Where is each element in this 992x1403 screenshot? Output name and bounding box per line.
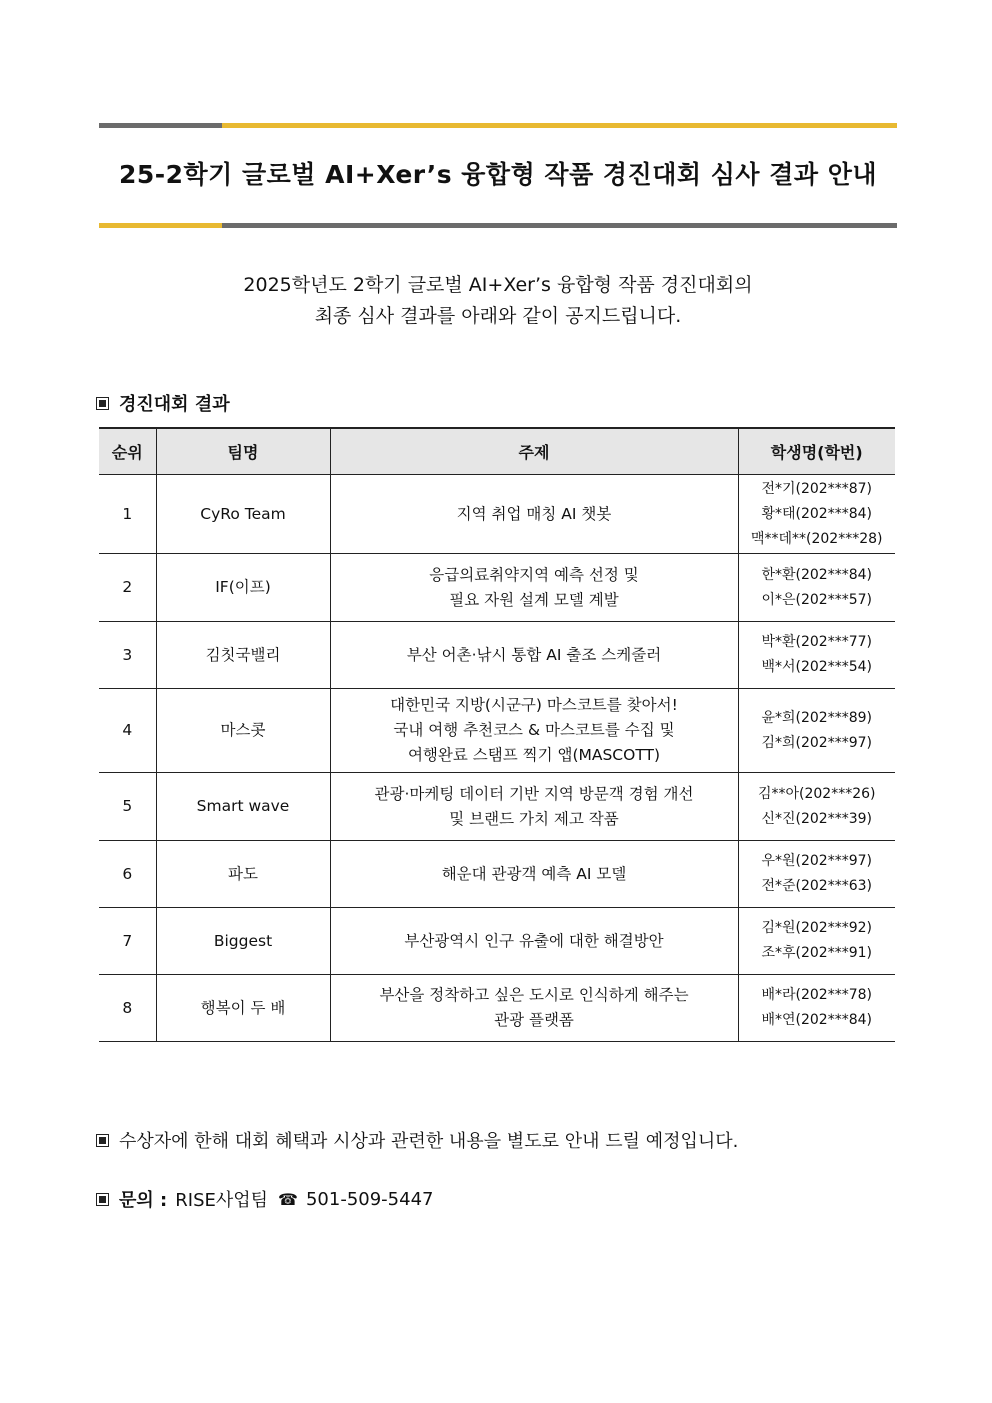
topic-line: 부산 어촌·낚시 통합 AI 출조 스케줄러 <box>406 645 662 664</box>
rank-value: 5 <box>122 797 133 815</box>
students-cell <box>738 475 895 554</box>
intro-line: 최종 심사 결과를 아래와 같이 공지드립니다. <box>314 305 682 327</box>
table-row <box>99 773 895 841</box>
students-cell <box>738 908 895 975</box>
student-entry: 배*라(202***78) <box>761 987 872 1003</box>
students-cell <box>738 622 895 689</box>
team-cell <box>156 908 330 975</box>
team-cell <box>156 689 330 773</box>
student-entry: 전*기(202***87) <box>761 480 872 497</box>
student-entry: 배*연(202***84) <box>761 1012 872 1028</box>
divider-gray-segment <box>222 223 897 228</box>
table-row <box>99 975 895 1042</box>
rank-cell <box>99 773 156 841</box>
divider-gold-segment <box>222 123 897 128</box>
team-name: Smart wave <box>196 797 290 815</box>
topic-line: 관광 플랫폼 <box>494 1011 574 1029</box>
topic-cell <box>330 622 738 689</box>
rank-value: 6 <box>122 864 133 883</box>
note-text: 수상자에 한해 대회 혜택과 시상과 관련한 내용을 별도로 안내 드릴 예정입니다. <box>119 1131 739 1152</box>
topic-line: 관광·마케팅 데이터 기반 지역 방문객 경험 개선 <box>374 784 694 803</box>
team-cell <box>156 773 330 841</box>
topic-cell <box>330 689 738 773</box>
phone-icon: ☎ <box>278 1189 298 1209</box>
rank-value: 8 <box>122 998 133 1017</box>
top-divider <box>99 123 897 128</box>
team-name: IF(이프) <box>215 578 271 596</box>
rank-value: 4 <box>122 721 133 739</box>
team-cell <box>156 622 330 689</box>
student-entry: 백*서(202***54) <box>761 659 872 675</box>
team-cell <box>156 475 330 554</box>
contact-info <box>96 1186 433 1212</box>
rank-value: 7 <box>122 931 133 950</box>
page-title: 25-2학기 글로벌 AI+Xer’s 융합형 작품 경진대회 심사 결과 안내 <box>118 160 878 189</box>
square-bullet-icon <box>96 1193 109 1206</box>
team-cell <box>156 841 330 908</box>
header-rank: 순위 <box>99 428 156 475</box>
student-entry: 신*진(202***39) <box>761 810 872 827</box>
students-cell <box>738 773 895 841</box>
rank-cell <box>99 622 156 689</box>
topic-cell <box>330 475 738 554</box>
topic-cell <box>330 975 738 1042</box>
topic-line: 부산을 정착하고 싶은 도시로 인식하게 해주는 <box>379 986 689 1004</box>
student-entry: 한*환(202***84) <box>761 566 872 583</box>
team-name: 김칫국밸리 <box>205 645 281 664</box>
header-team: 팀명 <box>156 428 330 475</box>
students-cell <box>738 554 895 622</box>
topic-cell <box>330 773 738 841</box>
divider-gold-segment <box>99 223 222 228</box>
team-name: CyRo Team <box>200 504 286 523</box>
topic-line: 필요 자원 설계 모델 계발 <box>449 590 619 609</box>
table-row <box>99 689 895 773</box>
section-title: 경진대회 결과 <box>119 394 230 415</box>
topic-line: 해운대 관광객 예측 AI 모델 <box>441 864 627 883</box>
topic-cell <box>330 841 738 908</box>
table-row <box>99 554 895 622</box>
rank-cell <box>99 975 156 1042</box>
table-header-row <box>99 428 895 475</box>
topic-line: 및 브랜드 가치 제고 작품 <box>449 809 619 828</box>
team-name: Biggest <box>213 931 273 950</box>
results-table <box>99 427 895 1042</box>
rank-cell <box>99 908 156 975</box>
topic-cell <box>330 554 738 622</box>
section-heading <box>96 390 230 416</box>
contact-label: 문의 : <box>119 1190 168 1211</box>
student-entry: 김*희(202***97) <box>761 734 872 751</box>
student-entry: 김*원(202***92) <box>761 920 872 936</box>
table-row <box>99 475 895 554</box>
rank-value: 3 <box>122 645 133 664</box>
team-cell <box>156 975 330 1042</box>
square-bullet-icon <box>96 397 109 410</box>
award-note <box>96 1127 738 1153</box>
intro-text <box>99 270 897 332</box>
rank-cell <box>99 475 156 554</box>
student-entry: 우*원(202***97) <box>761 853 872 869</box>
topic-cell <box>330 908 738 975</box>
rank-cell <box>99 689 156 773</box>
team-name: 파도 <box>228 864 258 883</box>
topic-line: 응급의료취약지역 예측 선정 및 <box>429 565 639 584</box>
student-entry: 맥**데**(202***28) <box>750 530 883 547</box>
student-entry: 김**아(202***26) <box>757 785 876 802</box>
header-students: 학생명(학번) <box>738 428 895 475</box>
rank-cell <box>99 554 156 622</box>
topic-line: 부산광역시 인구 유출에 대한 해결방안 <box>404 931 664 950</box>
contact-team: RISE사업팀 <box>175 1190 269 1211</box>
student-entry: 황*태(202***84) <box>761 505 872 522</box>
student-entry: 이*은(202***57) <box>761 591 872 608</box>
students-cell <box>738 841 895 908</box>
team-name: 마스콧 <box>220 721 266 739</box>
student-entry: 윤*희(202***89) <box>761 709 872 726</box>
bottom-divider <box>99 223 897 228</box>
table-row <box>99 622 895 689</box>
topic-line: 지역 취업 매칭 AI 챗봇 <box>456 504 612 523</box>
student-entry: 전*준(202***63) <box>761 878 872 894</box>
team-name: 행복이 두 배 <box>200 998 286 1017</box>
topic-line: 국내 여행 추천코스 & 마스코트를 수집 및 <box>393 721 675 739</box>
student-entry: 박*환(202***77) <box>761 634 872 650</box>
students-cell <box>738 975 895 1042</box>
table-row <box>99 908 895 975</box>
student-entry: 조*후(202***91) <box>761 945 872 961</box>
topic-line: 여행완료 스탬프 찍기 앱(MASCOTT) <box>407 746 661 764</box>
topic-line: 대한민국 지방(시군구) 마스코트를 찾아서! <box>390 696 678 714</box>
square-bullet-icon <box>96 1134 109 1147</box>
team-cell <box>156 554 330 622</box>
rank-value: 2 <box>122 578 133 596</box>
rank-value: 1 <box>122 504 133 523</box>
header-topic: 주제 <box>330 428 738 475</box>
intro-line: 2025학년도 2학기 글로벌 AI+Xer’s 융합형 작품 경진대회의 <box>243 274 753 296</box>
divider-gray-segment <box>99 123 222 128</box>
rank-cell <box>99 841 156 908</box>
students-cell <box>738 689 895 773</box>
table-row <box>99 841 895 908</box>
contact-phone: 501-509-5447 <box>305 1188 434 1210</box>
